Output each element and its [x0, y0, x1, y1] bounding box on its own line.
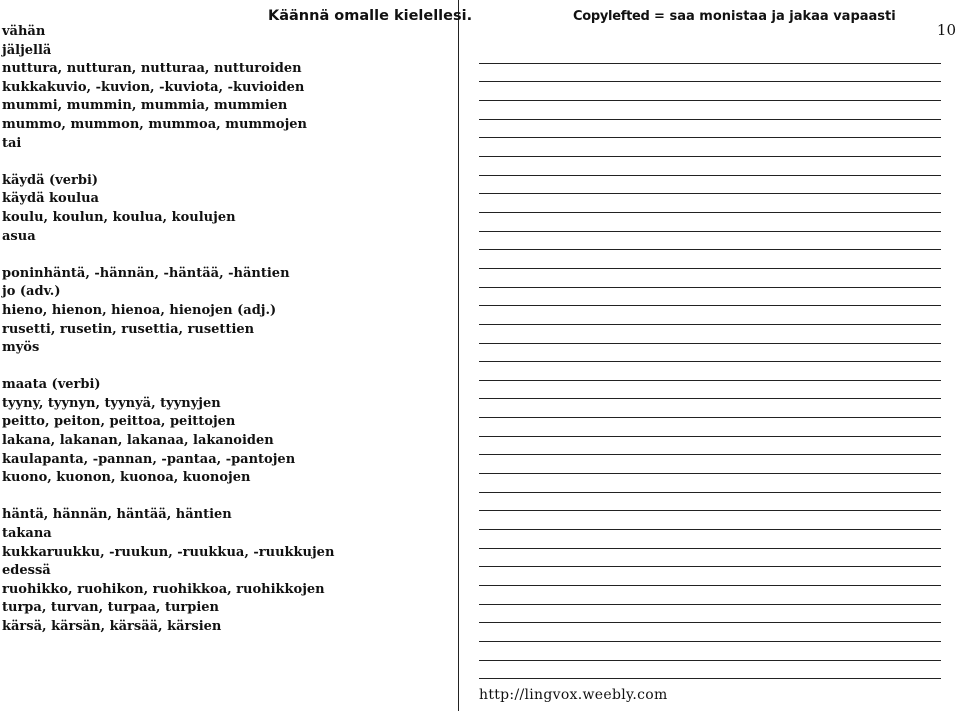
copyleft-text: = saa monistaa ja jakaa vapaasti — [649, 9, 896, 24]
vocab-item: nuttura, nutturan, nutturaa, nutturoiden — [2, 61, 302, 77]
writing-line[interactable] — [479, 344, 941, 363]
vocab-item: käydä (verbi) — [2, 172, 99, 188]
writing-line[interactable] — [479, 45, 941, 64]
vocab-item: turpa, turvan, turpaa, turpien — [2, 600, 220, 616]
vocab-item: myös — [2, 340, 40, 356]
group-spacer — [2, 153, 452, 172]
writing-line[interactable] — [479, 213, 941, 232]
page-number: 10 — [936, 21, 956, 39]
vocab-item: tai — [2, 135, 22, 151]
writing-line[interactable] — [479, 530, 941, 549]
vocab-item: hieno, hienon, hienoa, hienojen (adj.) — [2, 302, 277, 318]
vocab-item: tyyny, tyynyn, tyynyä, tyynyjen — [2, 395, 221, 411]
writing-line[interactable] — [479, 642, 941, 661]
writing-line[interactable] — [479, 418, 941, 437]
writing-line[interactable] — [479, 437, 941, 456]
vocab-item: kuono, kuonon, kuonoa, kuonojen — [2, 470, 251, 486]
vocab-item: maata (verbi) — [2, 377, 101, 393]
writing-line[interactable] — [479, 194, 941, 213]
vocab-item: asua — [2, 228, 36, 244]
writing-line[interactable] — [479, 586, 941, 605]
copyleft-word: Copylefted — [573, 9, 650, 24]
writing-line[interactable] — [479, 232, 941, 251]
writing-line[interactable] — [479, 82, 941, 101]
vocab-item: lakana, lakanan, lakanaa, lakanoiden — [2, 433, 274, 449]
writing-line[interactable] — [479, 399, 941, 418]
writing-lines — [479, 45, 941, 685]
writing-line[interactable] — [479, 157, 941, 176]
group-spacer — [2, 358, 452, 377]
vocab-item: ruohikko, ruohikon, ruohikkoa, ruohikkojen — [2, 581, 325, 597]
writing-line[interactable] — [479, 661, 941, 680]
website-url[interactable]: http://lingvox.weebly.com — [479, 687, 668, 703]
vocab-item: kärsä, kärsän, kärsää, kärsien — [2, 619, 222, 634]
vocab-item: jäljellä — [2, 42, 52, 58]
vocab-item: peitto, peiton, peittoa, peittojen — [2, 414, 236, 430]
column-divider — [458, 0, 459, 711]
vocabulary-list — [2, 23, 452, 637]
writing-line[interactable] — [479, 381, 941, 400]
vocab-item: käydä koulua — [2, 191, 99, 207]
copyleft-notice — [573, 9, 896, 24]
writing-line[interactable] — [479, 511, 941, 530]
writing-line[interactable] — [479, 474, 941, 493]
writing-line[interactable] — [479, 493, 941, 512]
group-spacer — [2, 246, 452, 265]
writing-line[interactable] — [479, 120, 941, 139]
vocab-item: koulu, koulun, koulua, koulujen — [2, 209, 236, 225]
vocab-item: häntä, hännän, häntää, häntien — [2, 507, 232, 523]
vocab-item: kukkaruukku, -ruukun, -ruukkua, -ruukkujen — [2, 544, 335, 560]
vocab-item: poninhäntä, -hännän, -häntää, -häntien — [2, 265, 290, 281]
writing-line[interactable] — [479, 455, 941, 474]
writing-line[interactable] — [479, 623, 941, 642]
writing-line[interactable] — [479, 250, 941, 269]
writing-line[interactable] — [479, 605, 941, 624]
vocab-item: jo (adv.) — [2, 284, 61, 300]
writing-line[interactable] — [479, 306, 941, 325]
writing-line[interactable] — [479, 567, 941, 586]
instruction-heading: Käännä omalle kielellesi. — [268, 8, 473, 24]
writing-line[interactable] — [479, 64, 941, 83]
writing-line[interactable] — [479, 362, 941, 381]
vocab-item: mummo, mummon, mummoa, mummojen — [2, 116, 308, 132]
writing-line[interactable] — [479, 101, 941, 120]
writing-line[interactable] — [479, 176, 941, 195]
writing-line[interactable] — [479, 325, 941, 344]
group-spacer — [2, 488, 452, 507]
vocab-item: edessä — [2, 563, 51, 579]
writing-line[interactable] — [479, 549, 941, 568]
vocab-item: rusetti, rusetin, rusettia, rusettien — [2, 321, 255, 337]
writing-line[interactable] — [479, 288, 941, 307]
writing-line[interactable] — [479, 138, 941, 157]
vocab-item: mummi, mummin, mummia, mummien — [2, 98, 288, 114]
writing-line[interactable] — [479, 269, 941, 288]
vocab-item: takana — [2, 526, 52, 542]
vocab-item: kaulapanta, -pannan, -pantaa, -pantojen — [2, 451, 296, 467]
vocab-item: kukkakuvio, -kuvion, -kuviota, -kuvioiden — [2, 79, 305, 95]
vocab-item: vähän — [2, 24, 46, 39]
